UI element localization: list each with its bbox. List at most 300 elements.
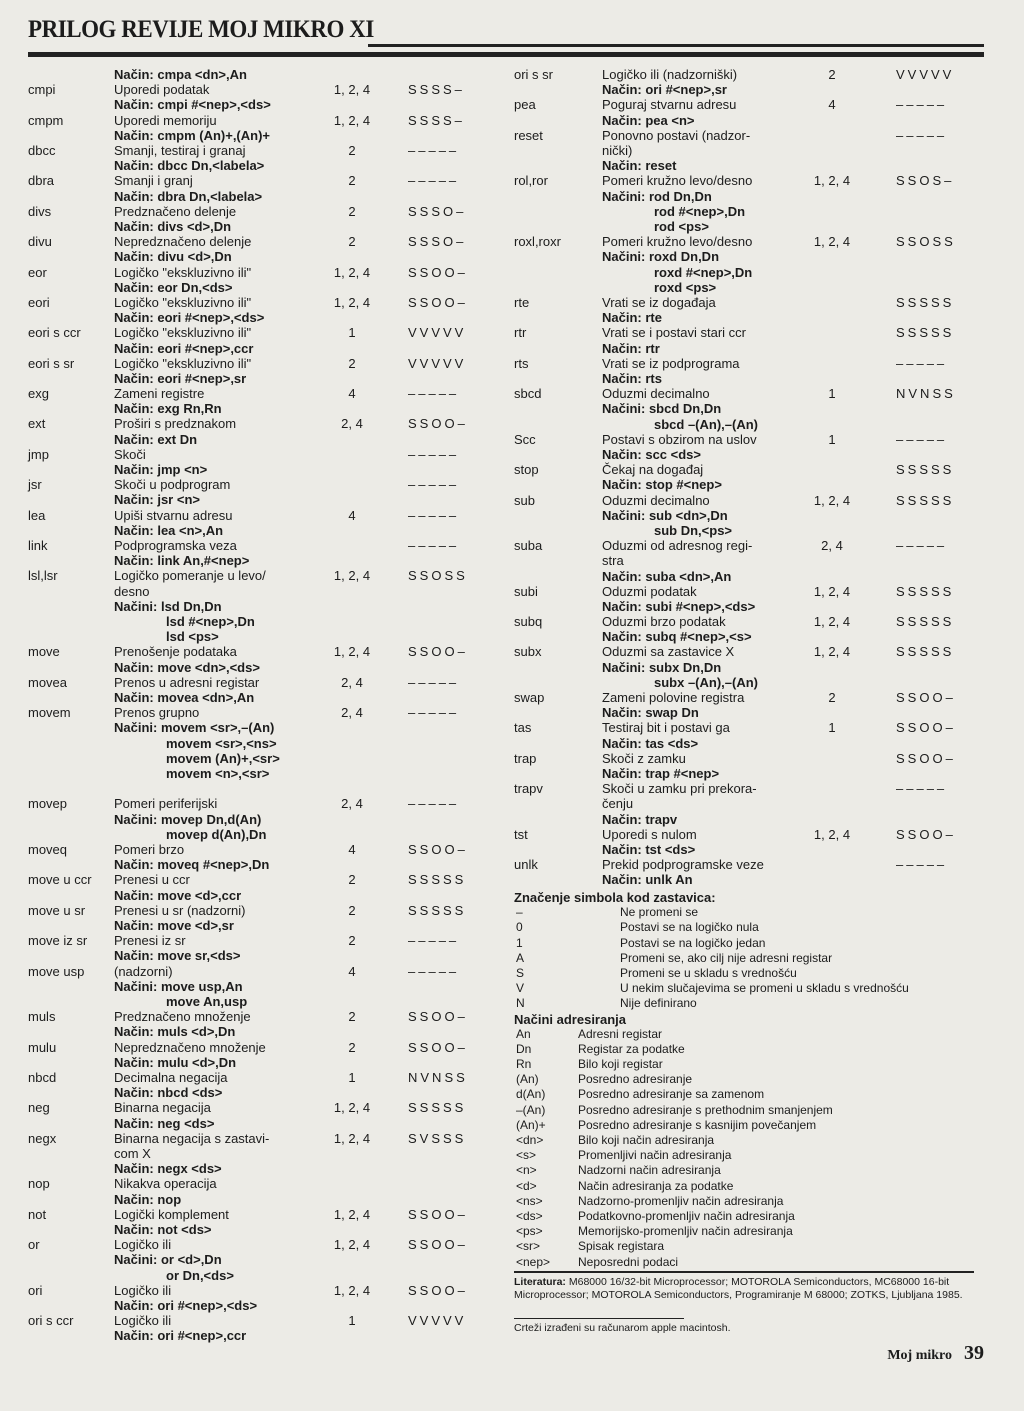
description-line: Predznačeno delenje: [114, 203, 237, 219]
instruction-description: [602, 857, 798, 887]
instruction-name: or: [28, 1237, 40, 1253]
table-row: [514, 827, 984, 857]
table-row: [28, 204, 498, 234]
condition-flags: SSOO–: [408, 1039, 468, 1055]
description-line: Uporedi memoriju: [114, 112, 217, 128]
legend-entry: [514, 1072, 984, 1087]
addressing-mode-line: subx –(An),–(An): [654, 674, 758, 690]
condition-flags: VVVVV: [408, 1313, 467, 1329]
addressing-mode-line: Načini: move usp,An: [114, 978, 243, 994]
instruction-name: jsr: [28, 477, 42, 493]
instruction-name: unlk: [514, 857, 538, 873]
condition-flags: SSOO–: [896, 690, 956, 706]
operand-size: 1: [828, 720, 836, 736]
instruction-name: muls: [28, 1009, 56, 1025]
condition-flags: SSOO–: [408, 1237, 468, 1253]
instruction-description: [114, 325, 328, 355]
instruction-name: moveq: [28, 842, 68, 857]
condition-flags: –––––: [408, 538, 460, 554]
addressing-mode-line: Način: reset: [602, 158, 677, 174]
operand-size: 2, 4: [341, 416, 363, 432]
condition-flags: –––––: [408, 142, 460, 158]
legend-entry: [514, 1179, 984, 1194]
description-line: Nepredznačeno delenje: [114, 234, 252, 250]
table-row: [28, 1176, 498, 1206]
legend-text: Promeni se, ako cilj nije adresni registar: [620, 950, 833, 965]
instruction-description: [114, 964, 328, 1010]
instruction-description: [602, 97, 798, 127]
condition-flags: SSOO–: [408, 294, 468, 310]
addressing-mode-line: lsd <ps>: [166, 629, 219, 645]
condition-flags: SSSSS: [896, 492, 955, 508]
legend-symbol: Rn: [516, 1057, 532, 1072]
description-line: Logičko "ekskluzivno ili": [114, 325, 252, 341]
condition-flags: SSOO–: [408, 644, 468, 660]
operand-size: 2, 4: [341, 674, 363, 690]
condition-flags: SSSSS: [408, 872, 467, 888]
instruction-description: [114, 1040, 328, 1070]
instruction-description: [602, 720, 798, 750]
table-row: [514, 644, 984, 690]
condition-flags: –––––: [408, 796, 460, 812]
addressing-mode-line: Način: move <d>,sr: [114, 917, 234, 933]
table-row: [28, 1009, 498, 1039]
flags-legend-list: [514, 905, 984, 1011]
instruction-description: [114, 1313, 328, 1343]
addressing-mode-line: Način: eor Dn,<ds>: [114, 279, 233, 295]
condition-flags: –––––: [408, 705, 460, 721]
instruction-description: [114, 933, 328, 963]
legend-entry: [514, 920, 984, 935]
operand-size: 2: [348, 872, 356, 888]
condition-flags: –––––: [408, 446, 460, 462]
addressing-mode-line: Način: rts: [602, 370, 662, 386]
addressing-mode-line: Načini: or <d>,Dn: [114, 1252, 222, 1268]
addressing-mode-line: Načini: roxd Dn,Dn: [602, 249, 720, 265]
description-line: Oduzmi decimalno: [602, 386, 710, 402]
legend-text: Postavi se na logičko nula: [620, 920, 759, 935]
table-row: [514, 493, 984, 539]
table-row: [514, 97, 984, 127]
description-line: Prenesi u sr (nadzorni): [114, 902, 246, 918]
operand-size: 1: [348, 1313, 356, 1329]
instruction-name: ori: [28, 1282, 43, 1298]
legend-symbol: <ds>: [516, 1208, 543, 1223]
addressing-mode-line: Način: swap Dn: [602, 705, 699, 721]
description-line: Oduzmi sa zastavice X: [602, 644, 735, 660]
operand-size: 2: [348, 173, 356, 189]
condition-flags: SSSSS: [896, 462, 955, 478]
instruction-name: movem: [28, 705, 71, 721]
legend-text: Nadzorno-promenljiv način adresiranja: [578, 1193, 784, 1208]
instruction-name: sbcd: [514, 386, 542, 402]
table-row: [28, 705, 498, 796]
table-row: [28, 675, 498, 705]
legend-symbol: N: [516, 996, 525, 1011]
instruction-description: [602, 781, 798, 827]
flags-legend-title: Značenje simbola kod zastavica:: [514, 890, 716, 905]
legend-text: Bilo koji način adresiranja: [578, 1133, 715, 1148]
addressing-mode-line: Način: rte: [602, 310, 662, 326]
legend-entry: [514, 936, 984, 951]
table-row: [28, 964, 498, 1010]
condition-flags: –––––: [408, 386, 460, 402]
instruction-name: subi: [514, 583, 538, 599]
description-line: Logičko "ekskluzivno ili": [114, 294, 252, 310]
legend-entry: [514, 1087, 984, 1102]
condition-flags: SSSS–: [408, 112, 465, 128]
description-line: Zameni polovine registra: [602, 690, 745, 706]
addressing-mode-line: rod <ps>: [654, 218, 709, 234]
operand-size: 1, 2, 4: [813, 583, 851, 599]
instruction-description: [114, 1237, 328, 1283]
instruction-description: [114, 538, 328, 568]
operand-size: 1, 2, 4: [813, 173, 851, 189]
table-row: [514, 614, 984, 644]
instruction-name: ori s ccr: [28, 1313, 74, 1329]
legend-entry: [514, 1148, 984, 1163]
description-line: Oduzmi decimalno: [602, 492, 710, 508]
addressing-mode-line: Načini: sbcd Dn,Dn: [602, 401, 722, 417]
condition-flags: SSOO–: [408, 1206, 468, 1222]
legend-entry: [514, 1194, 984, 1209]
instruction-description: [114, 143, 328, 173]
legend-symbol: Dn: [516, 1041, 532, 1056]
table-row: [28, 1283, 498, 1313]
instruction-table-left: [28, 67, 498, 1343]
legend-text: Ne promeni se: [620, 905, 699, 920]
instruction-name: stop: [514, 462, 539, 478]
description-line: Oduzmi brzo podatak: [602, 614, 726, 630]
legend-text: Posredno adresiranje s prethodnim smanjenjem: [578, 1102, 833, 1117]
description-line: Binarna negacija: [114, 1100, 211, 1116]
addressing-mode-line: Način: eori #<nep>,<ds>: [114, 310, 265, 326]
operand-size: 1, 2, 4: [333, 294, 371, 310]
legend-text: Posredno adresiranje: [578, 1072, 693, 1087]
description-line: Pomeri kružno levo/desno: [602, 173, 753, 189]
instruction-description: [114, 173, 328, 203]
description-line: desno: [114, 583, 150, 599]
instruction-name: trap: [514, 750, 537, 766]
instruction-description: [114, 234, 328, 264]
addressing-mode-line: Način: divs <d>,Dn: [114, 218, 232, 234]
legend-symbol: A: [516, 950, 525, 965]
instruction-name: cmpm: [28, 112, 64, 128]
instruction-name: lea: [28, 507, 46, 523]
instruction-description: [114, 796, 328, 842]
addressing-mode-line: Način: lea <n>,An: [114, 522, 224, 538]
description-line: Uporedi podatak: [114, 82, 210, 98]
instruction-description: [114, 477, 328, 507]
operand-size: 1, 2, 4: [813, 614, 851, 630]
table-row: [28, 1040, 498, 1070]
table-row: [28, 67, 498, 82]
condition-flags: SSOO–: [896, 720, 956, 736]
operand-size: 2: [348, 142, 356, 158]
addressing-mode-line: Način: move <dn>,<ds>: [114, 659, 260, 675]
table-row: [514, 386, 984, 432]
legend-symbol: <n>: [516, 1163, 537, 1178]
legend-symbol: 0: [516, 920, 523, 935]
description-line: Logičko "ekskluzivno ili": [114, 264, 252, 280]
addressing-mode-line: Način: neg <ds>: [114, 1115, 215, 1131]
instruction-description: [114, 1100, 328, 1130]
table-row: [514, 690, 984, 720]
table-row: [514, 234, 984, 295]
addressing-mode-line: Način: pea <n>: [602, 112, 695, 128]
instruction-description: [114, 67, 328, 82]
legend: [514, 890, 984, 1270]
instruction-name: tst: [514, 826, 528, 842]
instruction-description: [114, 82, 328, 112]
legend-entry: [514, 1027, 984, 1042]
instruction-description: [114, 416, 328, 446]
instruction-name: divu: [28, 234, 52, 250]
instruction-name: suba: [514, 538, 543, 554]
table-row: [28, 447, 498, 477]
table-row: [28, 295, 498, 325]
table-row: [514, 781, 984, 827]
description-line: Podprogramska veza: [114, 538, 237, 554]
instruction-name: move: [28, 644, 60, 660]
table-row: [28, 143, 498, 173]
description-line: Prenos grupno: [114, 705, 200, 721]
legend-text: Promeni se u skladu s vrednošću: [620, 965, 797, 980]
description-line: Pomeri brzo: [114, 842, 185, 857]
addressing-mode-line: Način: dbra Dn,<labela>: [114, 188, 263, 204]
addressing-mode-line: move An,usp: [166, 993, 248, 1009]
description-line: Prenošenje podataka: [114, 644, 237, 660]
instruction-description: [602, 386, 798, 432]
table-row: [514, 173, 984, 234]
legend-symbol: An: [516, 1026, 531, 1041]
table-row: [28, 538, 498, 568]
instruction-description: [114, 1070, 328, 1100]
condition-flags: SSSS–: [408, 82, 465, 98]
instruction-description: [602, 462, 798, 492]
addressing-mode-line: Način: jmp <n>: [114, 462, 208, 478]
addressing-mode-line: Način: link An,#<nep>: [114, 553, 250, 569]
instruction-description: [114, 508, 328, 538]
legend-text: Adresni registar: [578, 1026, 663, 1041]
condition-flags: –––––: [408, 933, 460, 949]
instruction-description: [114, 842, 328, 872]
table-row: [28, 568, 498, 644]
instruction-description: [114, 386, 328, 416]
instruction-name: rtr: [514, 325, 527, 341]
instruction-name: link: [28, 538, 48, 554]
operand-size: 2: [348, 234, 356, 250]
instruction-name: cmpi: [28, 82, 56, 98]
instruction-name: ext: [28, 416, 46, 432]
instruction-description: [602, 295, 798, 325]
legend-symbol: <sr>: [516, 1239, 541, 1254]
instruction-name: pea: [514, 97, 536, 113]
table-row: [514, 432, 984, 462]
addressing-mode-line: Način: divu <d>,Dn: [114, 249, 232, 265]
instruction-description: [114, 705, 328, 781]
instruction-description: [114, 113, 328, 143]
legend-symbol: (An): [516, 1072, 539, 1087]
instruction-name: lsl,lsr: [28, 568, 58, 584]
instruction-description: [114, 675, 328, 705]
instruction-name: eor: [28, 264, 47, 280]
legend-entry: [514, 1057, 984, 1072]
description-line: Pomeri kružno levo/desno: [602, 234, 753, 250]
operand-size: 1, 2, 4: [813, 826, 851, 842]
instruction-description: [602, 827, 798, 857]
addressing-mode-line: Način: ori #<nep>,ccr: [114, 1328, 247, 1344]
table-row: [28, 903, 498, 933]
legend-symbol: S: [516, 965, 525, 980]
condition-flags: SVSSS: [408, 1130, 467, 1146]
table-row: [28, 508, 498, 538]
instruction-name: nbcd: [28, 1069, 57, 1085]
condition-flags: SSOO–: [896, 826, 956, 842]
addressing-mode-line: roxd #<nep>,Dn: [654, 264, 753, 280]
legend-entry: [514, 966, 984, 981]
condition-flags: –––––: [408, 173, 460, 189]
table-row: [28, 477, 498, 507]
legend-entry: [514, 1255, 984, 1270]
table-row: [28, 325, 498, 355]
instruction-name: sub: [514, 492, 535, 508]
instruction-name: divs: [28, 203, 52, 219]
instruction-description: [114, 872, 328, 902]
legend-symbol: <dn>: [516, 1133, 544, 1148]
instruction-name: mulu: [28, 1039, 57, 1055]
table-row: [28, 173, 498, 203]
operand-size: 2: [348, 1039, 356, 1055]
description-line: Nikakva operacija: [114, 1176, 217, 1192]
instruction-description: [602, 644, 798, 690]
addressing-mode-line: movem <n>,<sr>: [166, 766, 270, 782]
table-row: [514, 67, 984, 97]
legend-text: Registar za podatke: [578, 1041, 685, 1056]
description-line: Prekid podprogramske veze: [602, 857, 764, 873]
condition-flags: SSSO–: [408, 203, 467, 219]
operand-size: 4: [348, 842, 356, 857]
legend-symbol: <s>: [516, 1148, 537, 1163]
description-line: Oduzmi podatak: [602, 583, 697, 599]
legend-symbol: <ps>: [516, 1224, 543, 1239]
addressing-mode-line: Način: ori #<nep>,sr: [602, 82, 727, 98]
instruction-name: roxl,roxr: [514, 234, 561, 250]
condition-flags: SSOO–: [408, 416, 468, 432]
condition-flags: SSSSS: [896, 583, 955, 599]
instruction-name: reset: [514, 127, 543, 143]
legend-symbol: <d>: [516, 1178, 537, 1193]
description-line: com X: [114, 1145, 151, 1161]
addressing-mode-line: movep d(An),Dn: [166, 826, 267, 842]
condition-flags: SSSSS: [408, 1100, 467, 1116]
addressing-mode-line: Načini: subx Dn,Dn: [602, 659, 722, 675]
literature-label: Literatura:: [514, 1276, 566, 1288]
addressing-mode-line: Način: exg Rn,Rn: [114, 401, 222, 417]
instruction-name: jmp: [28, 446, 49, 462]
addressing-mode-line: Način: ext Dn: [114, 431, 198, 447]
table-row: [514, 584, 984, 614]
magazine-name: Moj mikro: [887, 1348, 952, 1363]
condition-flags: –––––: [896, 127, 948, 143]
table-row: [28, 1100, 498, 1130]
operand-size: 2: [348, 355, 356, 371]
table-row: [514, 751, 984, 781]
addressing-mode-line: Način: moveq #<nep>,Dn: [114, 857, 270, 873]
instruction-name: swap: [514, 690, 545, 706]
description-line: Skoči u zamku pri prekora-: [602, 781, 757, 797]
addressing-mode-line: Način: cmpm (An)+,(An)+: [114, 127, 271, 143]
table-row: [514, 538, 984, 584]
addressing-mode-line: rod #<nep>,Dn: [654, 203, 746, 219]
instruction-description: [114, 1009, 328, 1039]
instruction-name: dbcc: [28, 142, 56, 158]
addressing-mode-line: movem <sr>,<ns>: [166, 735, 277, 751]
operand-size: 4: [348, 386, 356, 402]
addressing-mode-line: lsd #<nep>,Dn: [166, 614, 255, 630]
condition-flags: SSOSS: [896, 234, 956, 250]
instruction-description: [602, 690, 798, 720]
addressing-mode-line: or Dn,<ds>: [166, 1267, 234, 1283]
condition-flags: VVVVV: [408, 355, 467, 371]
table-row: [28, 234, 498, 264]
addressing-mode-line: Način: ori #<nep>,<ds>: [114, 1297, 258, 1313]
condition-flags: –––––: [896, 781, 948, 797]
instruction-description: [602, 325, 798, 355]
operand-size: 1: [828, 431, 836, 447]
condition-flags: SSSSS: [896, 294, 955, 310]
page-header-title: PRILOG REVIJE MOJ MIKRO XI: [28, 16, 374, 43]
addressing-mode-line: Način: cmpa <dn>,An: [114, 67, 247, 82]
legend-entry: [514, 996, 984, 1011]
description-line: Poguraj stvarnu adresu: [602, 97, 737, 113]
legend-text: Podatkovno-promenljiv način adresiranja: [578, 1208, 795, 1223]
instruction-name: Scc: [514, 431, 536, 447]
operand-size: 2: [348, 1009, 356, 1025]
instruction-name: rts: [514, 355, 529, 371]
description-line: Logički komplement: [114, 1206, 229, 1222]
description-line: Logičko ili: [114, 1313, 172, 1329]
addressing-mode-line: Način: move sr,<ds>: [114, 948, 241, 964]
table-row: [28, 842, 498, 872]
addressing-mode-line: Način: nbcd <ds>: [114, 1085, 223, 1101]
addressing-mode-line: Način: movea <dn>,An: [114, 690, 255, 706]
instruction-description: [114, 1131, 328, 1177]
condition-flags: SSSSS: [896, 644, 955, 660]
legend-text: Nije definirano: [620, 996, 697, 1011]
instruction-name: movep: [28, 796, 68, 812]
instruction-name: subx: [514, 644, 542, 660]
operand-size: 1, 2, 4: [333, 264, 371, 280]
addressing-mode-line: Način: tst <ds>: [602, 842, 696, 858]
instruction-description: [114, 447, 328, 477]
operand-size: 1: [828, 386, 836, 402]
operand-size: 2: [828, 690, 836, 706]
addressing-mode-line: Način: rtr: [602, 340, 660, 356]
operand-size: 1, 2, 4: [333, 1130, 371, 1146]
description-line: Logičko pomeranje u levo/: [114, 568, 266, 584]
addressing-mode-line: Načini: rod Dn,Dn: [602, 188, 712, 204]
condition-flags: –––––: [896, 355, 948, 371]
description-line: Skoči z zamku: [602, 750, 686, 766]
table-row: [28, 386, 498, 416]
legend-entry: [514, 1118, 984, 1133]
condition-flags: SSOO–: [408, 842, 468, 857]
legend-text: Bilo koji registar: [578, 1057, 663, 1072]
description-line: Predznačeno množenje: [114, 1009, 251, 1025]
table-row: [514, 720, 984, 750]
instruction-description: [114, 295, 328, 325]
